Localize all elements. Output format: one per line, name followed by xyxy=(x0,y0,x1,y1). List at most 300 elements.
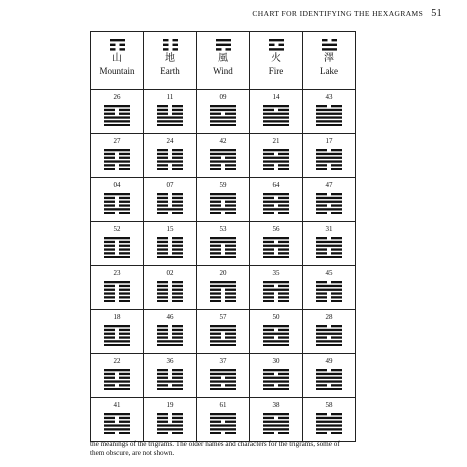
solid-line xyxy=(210,413,236,415)
broken-line-segment xyxy=(172,300,183,302)
hexagram-cell xyxy=(250,90,303,134)
broken-line-segment xyxy=(316,384,327,386)
broken-line-segment xyxy=(119,377,130,379)
broken-line-segment xyxy=(278,384,289,386)
broken-line-segment xyxy=(316,164,327,166)
hexagram-number: 22 xyxy=(113,357,121,365)
solid-line xyxy=(316,124,342,126)
broken-line-segment xyxy=(263,252,274,254)
broken-line-segment xyxy=(263,109,274,111)
broken-line-segment xyxy=(104,377,115,379)
broken-line-segment xyxy=(110,48,115,50)
broken-line-segment xyxy=(172,421,183,423)
broken-line-segment xyxy=(210,432,221,434)
broken-line-segment xyxy=(210,204,221,206)
broken-line-segment xyxy=(225,432,236,434)
hexagram-number: 23 xyxy=(113,269,121,277)
hexagram-symbol-icon xyxy=(104,105,130,126)
hexagram-cell xyxy=(250,354,303,398)
solid-line xyxy=(316,289,342,291)
solid-line xyxy=(263,325,289,327)
hexagram-cell xyxy=(197,178,250,222)
hexagram-symbol-icon xyxy=(157,105,183,126)
broken-line-segment xyxy=(172,252,183,254)
broken-line-segment xyxy=(263,417,274,419)
solid-line xyxy=(316,245,342,247)
broken-line-segment xyxy=(157,113,168,115)
solid-line xyxy=(104,388,130,390)
hexagram-symbol-icon xyxy=(263,281,289,302)
solid-line xyxy=(210,193,236,195)
solid-line xyxy=(263,113,289,115)
broken-line-segment xyxy=(172,109,183,111)
solid-line xyxy=(316,197,342,199)
broken-line-segment xyxy=(316,413,327,415)
solid-line xyxy=(263,340,289,342)
broken-line-segment xyxy=(225,164,236,166)
broken-line-segment xyxy=(119,197,130,199)
solid-line xyxy=(263,428,289,430)
solid-line xyxy=(269,48,284,50)
broken-line-segment xyxy=(172,212,183,214)
broken-line-segment xyxy=(157,300,168,302)
broken-line-segment xyxy=(163,44,168,46)
broken-line-segment xyxy=(104,113,115,115)
broken-line-segment xyxy=(163,39,168,41)
solid-line xyxy=(157,380,183,382)
broken-line-segment xyxy=(172,237,183,239)
solid-line xyxy=(104,380,130,382)
solid-line xyxy=(104,149,130,151)
solid-line xyxy=(263,116,289,118)
broken-line-segment xyxy=(119,241,130,243)
hexagram-cell xyxy=(250,398,303,442)
hexagram-symbol-icon xyxy=(210,281,236,302)
broken-line-segment xyxy=(157,384,168,386)
solid-line xyxy=(210,380,236,382)
hexagram-symbol-icon xyxy=(263,325,289,346)
broken-line-segment xyxy=(331,204,342,206)
solid-line xyxy=(210,237,236,239)
broken-line-segment xyxy=(104,333,115,335)
solid-line xyxy=(104,281,130,283)
hexagram-number: 64 xyxy=(272,181,280,189)
hexagram-number: 31 xyxy=(325,225,333,233)
hexagram-cell xyxy=(91,134,144,178)
solid-line xyxy=(157,388,183,390)
hexagram-cell xyxy=(303,178,356,222)
hexagram-number: 49 xyxy=(325,357,333,365)
trigram-symbol-icon xyxy=(322,39,337,51)
solid-line xyxy=(263,149,289,151)
broken-line-segment xyxy=(157,237,168,239)
broken-line-segment xyxy=(278,44,283,46)
solid-line xyxy=(263,256,289,258)
broken-line-segment xyxy=(225,421,236,423)
hexagram-cell xyxy=(144,178,197,222)
broken-line-segment xyxy=(278,417,289,419)
running-header-title: CHART FOR IDENTIFYING THE HEXAGRAMS xyxy=(252,9,424,18)
broken-line-segment xyxy=(119,109,130,111)
broken-line-segment xyxy=(278,197,289,199)
broken-line-segment xyxy=(278,329,289,331)
broken-line-segment xyxy=(157,193,168,195)
solid-line xyxy=(210,116,236,118)
broken-line-segment xyxy=(331,369,342,371)
broken-line-segment xyxy=(172,164,183,166)
broken-line-segment xyxy=(157,245,168,247)
hexagram-symbol-icon xyxy=(210,105,236,126)
hexagram-symbol-icon xyxy=(157,237,183,258)
broken-line-segment xyxy=(278,212,289,214)
solid-line xyxy=(316,421,342,423)
broken-line-segment xyxy=(104,164,115,166)
broken-line-segment xyxy=(263,168,274,170)
broken-line-segment xyxy=(172,373,183,375)
solid-line xyxy=(263,380,289,382)
broken-line-segment xyxy=(331,300,342,302)
hexagram-number: 56 xyxy=(272,225,280,233)
broken-line-segment xyxy=(331,237,342,239)
solid-line xyxy=(104,124,130,126)
broken-line-segment xyxy=(172,48,177,50)
hexagram-number: 28 xyxy=(325,313,333,321)
broken-line-segment xyxy=(119,245,130,247)
broken-line-segment xyxy=(225,248,236,250)
broken-line-segment xyxy=(104,384,115,386)
broken-line-segment xyxy=(104,241,115,243)
caption-line: the meanings of the trigrams. The older names and characters for the trigrams, some of xyxy=(90,440,340,448)
broken-line-segment xyxy=(263,285,274,287)
solid-line xyxy=(316,333,342,335)
solid-line xyxy=(316,373,342,375)
hexagram-number: 61 xyxy=(219,401,227,409)
broken-line-segment xyxy=(104,296,115,298)
hexagram-cell xyxy=(91,178,144,222)
trigram-header-cell xyxy=(197,32,250,90)
broken-line-segment xyxy=(278,432,289,434)
solid-line xyxy=(263,281,289,283)
broken-line-segment xyxy=(119,164,130,166)
broken-line-segment xyxy=(104,285,115,287)
broken-line-segment xyxy=(210,157,221,159)
solid-line xyxy=(322,44,337,46)
broken-line-segment xyxy=(263,336,274,338)
trigram-header-row xyxy=(91,32,356,90)
broken-line-segment xyxy=(157,168,168,170)
solid-line xyxy=(104,428,130,430)
broken-line-segment xyxy=(172,39,177,41)
solid-line xyxy=(316,424,342,426)
broken-line-segment xyxy=(172,197,183,199)
hexagram-cell xyxy=(197,354,250,398)
hexagram-cell xyxy=(197,266,250,310)
trigram-name: Fire xyxy=(268,65,284,76)
solid-line xyxy=(316,109,342,111)
hexagram-symbol-icon xyxy=(157,325,183,346)
broken-line-segment xyxy=(316,212,327,214)
table-row xyxy=(91,90,356,134)
broken-line-segment xyxy=(157,292,168,294)
broken-line-segment xyxy=(210,113,221,115)
solid-line xyxy=(322,48,337,50)
hexagram-symbol-icon xyxy=(104,237,130,258)
broken-line-segment xyxy=(157,373,168,375)
hexagram-chart-table xyxy=(90,31,356,442)
broken-line-segment xyxy=(119,329,130,331)
broken-line-segment xyxy=(157,369,168,371)
hexagram-symbol-icon xyxy=(157,149,183,170)
broken-line-segment xyxy=(119,204,130,206)
solid-line xyxy=(263,193,289,195)
solid-line xyxy=(263,333,289,335)
caption xyxy=(90,440,360,458)
solid-line xyxy=(316,417,342,419)
solid-line xyxy=(210,160,236,162)
solid-line xyxy=(104,193,130,195)
hexagram-cell xyxy=(303,266,356,310)
broken-line-segment xyxy=(157,329,168,331)
hexagram-cell xyxy=(303,354,356,398)
broken-line-segment xyxy=(172,113,183,115)
broken-line-segment xyxy=(210,212,221,214)
solid-line xyxy=(104,413,130,415)
broken-line-segment xyxy=(172,241,183,243)
broken-line-segment xyxy=(322,39,327,41)
hexagram-symbol-icon xyxy=(210,237,236,258)
broken-line-segment xyxy=(172,204,183,206)
broken-line-segment xyxy=(104,373,115,375)
broken-line-segment xyxy=(278,168,289,170)
solid-line xyxy=(104,256,130,258)
broken-line-segment xyxy=(157,157,168,159)
broken-line-segment xyxy=(316,296,327,298)
broken-line-segment xyxy=(104,289,115,291)
hexagram-cell xyxy=(250,266,303,310)
solid-line xyxy=(263,208,289,210)
broken-line-segment xyxy=(263,241,274,243)
table-row xyxy=(91,266,356,310)
broken-line-segment xyxy=(278,296,289,298)
solid-line xyxy=(210,208,236,210)
broken-line-segment xyxy=(157,333,168,335)
broken-line-segment xyxy=(172,377,183,379)
broken-line-segment xyxy=(316,149,327,151)
trigram-character: 火 xyxy=(271,52,281,64)
hexagram-number: 14 xyxy=(272,93,280,101)
broken-line-segment xyxy=(225,168,236,170)
solid-line xyxy=(157,428,183,430)
hexagram-number: 24 xyxy=(166,137,174,145)
hexagram-number: 41 xyxy=(113,401,121,409)
trigram-name: Earth xyxy=(160,65,180,76)
hexagram-cell xyxy=(91,310,144,354)
broken-line-segment xyxy=(172,157,183,159)
broken-line-segment xyxy=(331,168,342,170)
hexagram-cell xyxy=(303,90,356,134)
broken-line-segment xyxy=(172,413,183,415)
broken-line-segment xyxy=(278,109,289,111)
broken-line-segment xyxy=(157,109,168,111)
trigram-header-cell xyxy=(303,32,356,90)
solid-line xyxy=(263,105,289,107)
solid-line xyxy=(210,428,236,430)
broken-line-segment xyxy=(316,281,327,283)
trigram-symbol-icon xyxy=(269,39,284,51)
broken-line-segment xyxy=(104,109,115,111)
broken-line-segment xyxy=(157,153,168,155)
solid-line xyxy=(210,153,236,155)
broken-line-segment xyxy=(316,237,327,239)
broken-line-segment xyxy=(157,149,168,151)
broken-line-segment xyxy=(104,252,115,254)
solid-line xyxy=(263,289,289,291)
broken-line-segment xyxy=(104,248,115,250)
broken-line-segment xyxy=(172,149,183,151)
hexagram-number: 37 xyxy=(219,357,227,365)
solid-line xyxy=(210,149,236,151)
broken-line-segment xyxy=(157,164,168,166)
hexagram-number: 11 xyxy=(166,93,174,101)
hexagram-number: 57 xyxy=(219,313,227,321)
hexagram-symbol-icon xyxy=(104,193,130,214)
broken-line-segment xyxy=(225,157,236,159)
broken-line-segment xyxy=(172,193,183,195)
broken-line-segment xyxy=(172,201,183,203)
hexagram-symbol-icon xyxy=(263,369,289,390)
broken-line-segment xyxy=(119,333,130,335)
hexagram-symbol-icon xyxy=(263,193,289,214)
broken-line-segment xyxy=(119,48,124,50)
broken-line-segment xyxy=(331,281,342,283)
hexagram-symbol-icon xyxy=(104,281,130,302)
table-row xyxy=(91,134,356,178)
solid-line xyxy=(210,120,236,122)
solid-line xyxy=(104,160,130,162)
broken-line-segment xyxy=(331,164,342,166)
broken-line-segment xyxy=(331,248,342,250)
hexagram-number: 50 xyxy=(272,313,280,321)
hexagram-symbol-icon xyxy=(157,281,183,302)
hexagram-cell xyxy=(197,134,250,178)
trigram-character: 山 xyxy=(112,52,122,64)
hexagram-number: 45 xyxy=(325,269,333,277)
broken-line-segment xyxy=(316,369,327,371)
hexagram-symbol-icon xyxy=(263,149,289,170)
broken-line-segment xyxy=(104,157,115,159)
hexagram-cell xyxy=(250,178,303,222)
solid-line xyxy=(316,201,342,203)
broken-line-segment xyxy=(331,149,342,151)
broken-line-segment xyxy=(225,201,236,203)
broken-line-segment xyxy=(210,296,221,298)
hexagram-number: 19 xyxy=(166,401,174,409)
solid-line xyxy=(316,116,342,118)
broken-line-segment xyxy=(216,48,221,50)
solid-line xyxy=(210,281,236,283)
solid-line xyxy=(104,116,130,118)
broken-line-segment xyxy=(104,204,115,206)
solid-line xyxy=(104,237,130,239)
broken-line-segment xyxy=(119,296,130,298)
broken-line-segment xyxy=(119,153,130,155)
broken-line-segment xyxy=(331,432,342,434)
broken-line-segment xyxy=(157,248,168,250)
table-row xyxy=(91,398,356,442)
broken-line-segment xyxy=(172,336,183,338)
broken-line-segment xyxy=(316,204,327,206)
hexagram-cell xyxy=(144,134,197,178)
broken-line-segment xyxy=(210,248,221,250)
hexagram-number: 21 xyxy=(272,137,280,145)
hexagram-cell xyxy=(144,354,197,398)
hexagram-cell xyxy=(91,398,144,442)
hexagram-number: 38 xyxy=(272,401,280,409)
broken-line-segment xyxy=(263,432,274,434)
hexagram-symbol-icon xyxy=(263,237,289,258)
hexagram-cell xyxy=(144,398,197,442)
broken-line-segment xyxy=(104,336,115,338)
solid-line xyxy=(157,424,183,426)
solid-line xyxy=(216,44,231,46)
broken-line-segment xyxy=(225,245,236,247)
broken-line-segment xyxy=(210,421,221,423)
solid-line xyxy=(157,120,183,122)
trigram-name: Lake xyxy=(320,65,338,76)
solid-line xyxy=(216,39,231,41)
trigram-name: Mountain xyxy=(99,65,135,76)
solid-line xyxy=(263,413,289,415)
broken-line-segment xyxy=(210,336,221,338)
hexagram-symbol-icon xyxy=(104,413,130,434)
solid-line xyxy=(104,369,130,371)
broken-line-segment xyxy=(210,384,221,386)
hexagram-number: 04 xyxy=(113,181,121,189)
trigram-symbol-icon xyxy=(216,39,231,51)
broken-line-segment xyxy=(210,292,221,294)
broken-line-segment xyxy=(331,193,342,195)
broken-line-segment xyxy=(331,296,342,298)
broken-line-segment xyxy=(172,369,183,371)
hexagram-number: 58 xyxy=(325,401,333,409)
broken-line-segment xyxy=(119,201,130,203)
broken-line-segment xyxy=(331,212,342,214)
solid-line xyxy=(157,344,183,346)
solid-line xyxy=(316,344,342,346)
broken-line-segment xyxy=(157,197,168,199)
hexagram-symbol-icon xyxy=(316,281,342,302)
broken-line-segment xyxy=(278,252,289,254)
broken-line-segment xyxy=(172,153,183,155)
broken-line-segment xyxy=(278,292,289,294)
broken-line-segment xyxy=(210,377,221,379)
broken-line-segment xyxy=(172,292,183,294)
broken-line-segment xyxy=(225,384,236,386)
broken-line-segment xyxy=(210,289,221,291)
broken-line-segment xyxy=(225,48,230,50)
broken-line-segment xyxy=(104,300,115,302)
broken-line-segment xyxy=(157,105,168,107)
solid-line xyxy=(157,208,183,210)
hexagram-symbol-icon xyxy=(210,413,236,434)
broken-line-segment xyxy=(157,432,168,434)
broken-line-segment xyxy=(278,164,289,166)
hexagram-number: 42 xyxy=(219,137,227,145)
broken-line-segment xyxy=(210,300,221,302)
table-row xyxy=(91,178,356,222)
broken-line-segment xyxy=(172,168,183,170)
page-number: 51 xyxy=(431,8,442,19)
